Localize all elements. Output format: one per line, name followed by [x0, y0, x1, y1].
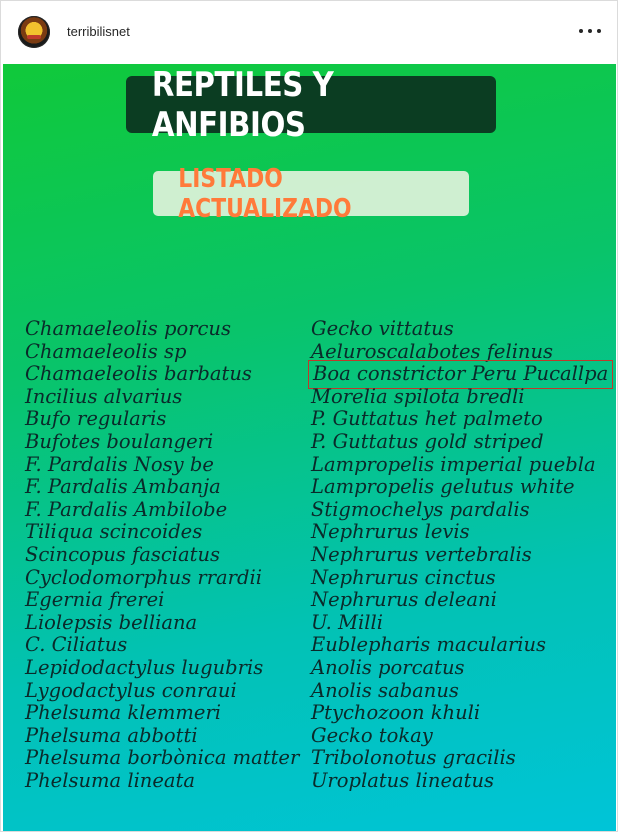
species-item: Tribolonotus gracilis — [311, 746, 516, 770]
species-item: Lampropelis imperial puebla — [311, 452, 596, 476]
species-item: Scincopus fasciatus — [25, 542, 221, 566]
species-item: Liolepsis belliana — [25, 610, 198, 634]
species-item: Phelsuma borbònica matter — [25, 746, 300, 770]
species-item: C. Ciliatus — [25, 633, 128, 657]
species-item: Eublepharis macularius — [311, 633, 547, 657]
post-image — [3, 64, 616, 831]
species-item: Nephrurus levis — [311, 520, 470, 544]
species-item: Chamaeleolis sp — [25, 339, 187, 363]
species-list-left — [25, 318, 310, 792]
profile-avatar[interactable] — [18, 16, 50, 48]
species-item: Phelsuma lineata — [25, 768, 195, 792]
species-item: Morelia spilota bredli — [311, 384, 525, 408]
post-header — [1, 1, 617, 63]
species-item: P. Guttatus het palmeto — [311, 407, 543, 431]
species-item: Anolis porcatus — [311, 655, 465, 679]
species-item: Nephrurus deleani — [311, 588, 497, 612]
species-item: Egernia frerei — [25, 588, 165, 612]
species-item: Phelsuma klemmeri — [25, 701, 222, 725]
species-item: F. Pardalis Ambanja — [25, 475, 221, 499]
species-item: P. Guttatus gold striped — [311, 429, 544, 453]
species-item: Incilius alvarius — [25, 384, 183, 408]
species-item: Gecko vittatus — [311, 317, 454, 340]
species-item: Boa constrictor Peru Pucallpa — [313, 362, 609, 386]
species-item: Tiliqua scincoides — [25, 520, 203, 544]
species-item: F. Pardalis Ambilobe — [25, 497, 228, 521]
species-item: Nephrurus vertebralis — [311, 542, 532, 566]
species-item: Gecko tokay — [311, 723, 433, 747]
species-item: Bufo regularis — [25, 407, 167, 431]
subtitle-banner — [153, 163, 469, 224]
species-item: F. Pardalis Nosy be — [25, 452, 214, 476]
image-title: REPTILES Y ANFIBIOS — [151, 64, 334, 145]
species-item: Aeluroscalabotes felinus — [311, 339, 554, 363]
title-banner — [126, 64, 496, 145]
species-item: Chamaeleolis barbatus — [25, 362, 252, 386]
species-list-right — [311, 318, 611, 792]
species-item: Lepidodactylus lugubris — [25, 655, 264, 679]
species-item: Stigmochelys pardalis — [311, 497, 530, 521]
species-item: Lygodactylus conraui — [25, 678, 237, 702]
species-item: Anolis sabanus — [311, 678, 459, 702]
species-item: Uroplatus lineatus — [311, 768, 495, 792]
species-item: Lampropelis gelutus white — [311, 475, 575, 499]
species-item: Bufotes boulangeri — [25, 429, 214, 453]
species-item: Phelsuma abbotti — [25, 723, 198, 747]
username-link[interactable]: terribilisnet — [67, 24, 130, 39]
species-item: Chamaeleolis porcus — [25, 317, 231, 340]
species-item: Nephrurus cinctus — [311, 565, 496, 589]
more-options-icon[interactable] — [579, 23, 601, 39]
species-item: U. Milli — [311, 610, 383, 634]
image-subtitle: LISTADO ACTUALIZADO — [178, 163, 352, 224]
species-item: Cyclodomorphus rrardii — [25, 565, 262, 589]
species-item: Ptychozoon khuli — [311, 701, 481, 725]
